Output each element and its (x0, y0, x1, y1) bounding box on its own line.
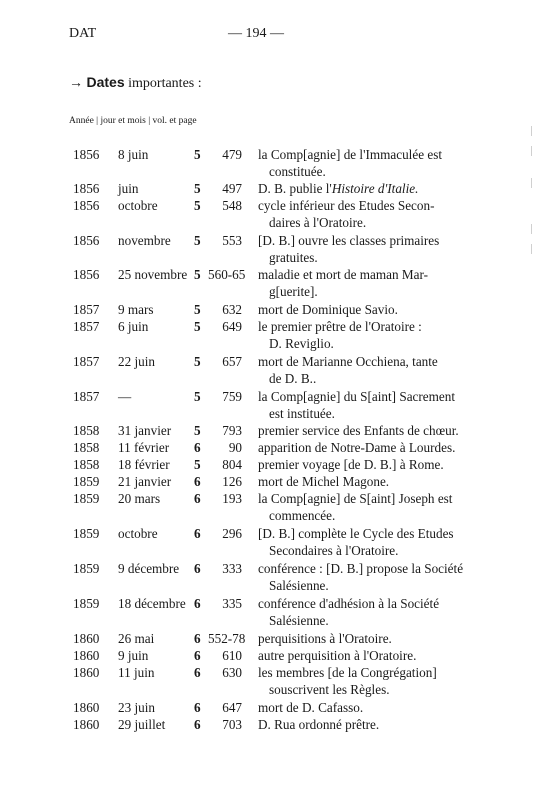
day-cell: 25 novembre (118, 267, 188, 282)
year-cell: 1856 (73, 147, 100, 162)
day-cell: novembre (118, 233, 171, 248)
event-line-1: la Comp[agnie] de S[aint] Joseph est (258, 491, 453, 506)
volume-cell: 6 (194, 700, 201, 715)
event-line-1: autre perquisition à l'Oratoire. (258, 648, 417, 663)
volume-cell: 5 (194, 423, 201, 438)
day-cell: 31 janvier (118, 423, 172, 438)
day-cell: octobre (118, 526, 158, 541)
event-line-1: la Comp[agnie] de l'Immaculée est (258, 147, 443, 162)
page-cell: 479 (222, 147, 242, 162)
volume-cell: 5 (194, 198, 201, 213)
page-cell: 548 (222, 198, 242, 213)
page-cell: 804 (222, 457, 242, 472)
page-cell: 296 (222, 526, 242, 541)
volume-cell: 5 (194, 233, 201, 248)
volume-cell: 6 (194, 596, 201, 611)
event-line-1: D. Rua ordonné prêtre. (258, 717, 380, 732)
section-title (69, 74, 202, 92)
event-line-1: la Comp[agnie] du S[aint] Sacrement (258, 389, 456, 404)
page-cell: 126 (222, 474, 242, 489)
event-line-2: daires à l'Oratoire. (269, 215, 367, 230)
event-line-1: conférence : [D. B.] propose la Société (258, 561, 464, 576)
day-cell: 11 février (118, 440, 170, 455)
day-cell: 9 décembre (118, 561, 180, 576)
day-cell: — (118, 389, 132, 404)
event-line-1 (258, 180, 418, 197)
year-cell: 1858 (73, 457, 100, 472)
page-cell: 657 (222, 354, 242, 369)
volume-cell: 6 (194, 648, 201, 663)
day-cell: 26 mai (118, 631, 155, 646)
section-title-bold: Dates (86, 74, 125, 90)
year-cell: 1856 (73, 233, 100, 248)
page-cell: 649 (222, 319, 242, 334)
page-cell: 759 (222, 389, 242, 404)
day-cell: 22 juin (118, 354, 155, 369)
day-cell: 18 février (118, 457, 170, 472)
event-line-2: commencée. (269, 508, 336, 523)
year-cell: 1859 (73, 596, 100, 611)
event-line-1: mort de D. Cafasso. (258, 700, 364, 715)
year-cell: 1857 (73, 302, 100, 317)
page-cell: 553 (222, 233, 242, 248)
year-cell: 1860 (73, 717, 100, 732)
year-cell: 1860 (73, 631, 100, 646)
volume-cell: 5 (194, 354, 201, 369)
day-cell: 8 juin (118, 147, 149, 162)
page-number: — 194 — (228, 26, 284, 41)
page-cell: 632 (222, 302, 242, 317)
event-line-2: Secondaires à l'Oratoire. (269, 543, 399, 558)
event-line-1: mort de Michel Magone. (258, 474, 390, 489)
volume-cell: 6 (194, 717, 201, 732)
event-line-1: premier voyage [de D. B.] à Rome. (258, 457, 444, 472)
page-cell: 560-65 (208, 267, 246, 282)
day-cell: octobre (118, 198, 158, 213)
day-cell: 9 mars (118, 302, 154, 317)
event-line-1: cycle inférieur des Etudes Secon- (258, 198, 435, 213)
event-text: D. B. publie l' (258, 181, 332, 196)
page-cell: 90 (228, 440, 242, 455)
year-cell: 1857 (73, 389, 100, 404)
day-cell: juin (118, 181, 139, 196)
margin-mark (531, 178, 532, 188)
section-title-rest: importantes : (128, 76, 202, 91)
event-line-1: [D. B.] ouvre les classes primaires (258, 233, 440, 248)
event-line-1: les membres [de la Congrégation] (258, 665, 437, 680)
volume-cell: 5 (194, 267, 201, 282)
event-line-2: g[uerite]. (269, 284, 318, 299)
day-cell: 9 juin (118, 648, 149, 663)
year-cell: 1859 (73, 491, 100, 506)
margin-mark (531, 224, 532, 234)
day-cell: 20 mars (118, 491, 161, 506)
running-head: DAT (69, 26, 97, 41)
page-cell: 335 (222, 596, 242, 611)
volume-cell: 6 (194, 474, 201, 489)
event-line-2: constituée. (269, 164, 326, 179)
event-line-1: maladie et mort de maman Mar- (258, 267, 429, 282)
year-cell: 1858 (73, 423, 100, 438)
event-line-2: est instituée. (269, 406, 335, 421)
event-line-2: gratuites. (269, 250, 318, 265)
volume-cell: 6 (194, 631, 201, 646)
volume-cell: 5 (194, 181, 201, 196)
day-cell: 23 juin (118, 700, 155, 715)
event-line-1: mort de Dominique Savio. (258, 302, 398, 317)
year-cell: 1856 (73, 267, 100, 282)
event-title-italic: Histoire d'Italie. (331, 181, 419, 196)
event-line-1: premier service des Enfants de chœur. (258, 423, 459, 438)
page-cell: 193 (222, 491, 242, 506)
year-cell: 1859 (73, 561, 100, 576)
year-cell: 1858 (73, 440, 100, 455)
event-line-1: le premier prêtre de l'Oratoire : (258, 319, 422, 334)
volume-cell: 6 (194, 561, 201, 576)
page-cell: 630 (222, 665, 242, 680)
arrow-icon: → (69, 76, 83, 91)
year-cell: 1860 (73, 700, 100, 715)
day-cell: 11 juin (118, 665, 155, 680)
event-line-2: souscrivent les Règles. (269, 682, 390, 697)
year-cell: 1860 (73, 665, 100, 680)
year-cell: 1860 (73, 648, 100, 663)
day-cell: 29 juillet (118, 717, 166, 732)
event-line-2: D. Reviglio. (269, 336, 334, 351)
event-line-1: [D. B.] complète le Cycle des Etudes (258, 526, 454, 541)
volume-cell: 6 (194, 440, 201, 455)
year-cell: 1856 (73, 181, 100, 196)
volume-cell: 6 (194, 665, 201, 680)
margin-mark (531, 244, 532, 254)
event-line-1: apparition de Notre-Dame à Lourdes. (258, 440, 456, 455)
margin-mark (531, 126, 532, 136)
year-cell: 1859 (73, 474, 100, 489)
column-headers: Année | jour et mois | vol. et page (69, 116, 197, 126)
volume-cell: 5 (194, 389, 201, 404)
volume-cell: 6 (194, 491, 201, 506)
page-cell: 333 (222, 561, 242, 576)
page-cell: 703 (222, 717, 242, 732)
volume-cell: 5 (194, 302, 201, 317)
volume-cell: 5 (194, 457, 201, 472)
page-cell: 497 (222, 181, 242, 196)
event-line-1: mort de Marianne Occhiena, tante (258, 354, 438, 369)
event-line-1: perquisitions à l'Oratoire. (258, 631, 392, 646)
page-cell: 552-78 (208, 631, 246, 646)
day-cell: 21 janvier (118, 474, 172, 489)
day-cell: 6 juin (118, 319, 149, 334)
volume-cell: 6 (194, 526, 201, 541)
volume-cell: 5 (194, 147, 201, 162)
year-cell: 1857 (73, 354, 100, 369)
day-cell: 18 décembre (118, 596, 186, 611)
event-line-2: Salésienne. (269, 613, 329, 628)
page-cell: 647 (222, 700, 242, 715)
year-cell: 1857 (73, 319, 100, 334)
event-line-1: conférence d'adhésion à la Société (258, 596, 440, 611)
year-cell: 1856 (73, 198, 100, 213)
margin-mark (531, 146, 532, 156)
event-line-2: Salésienne. (269, 578, 329, 593)
year-cell: 1859 (73, 526, 100, 541)
event-line-2: de D. B.. (269, 371, 317, 386)
page-cell: 610 (222, 648, 242, 663)
page-cell: 793 (222, 423, 242, 438)
volume-cell: 5 (194, 319, 201, 334)
